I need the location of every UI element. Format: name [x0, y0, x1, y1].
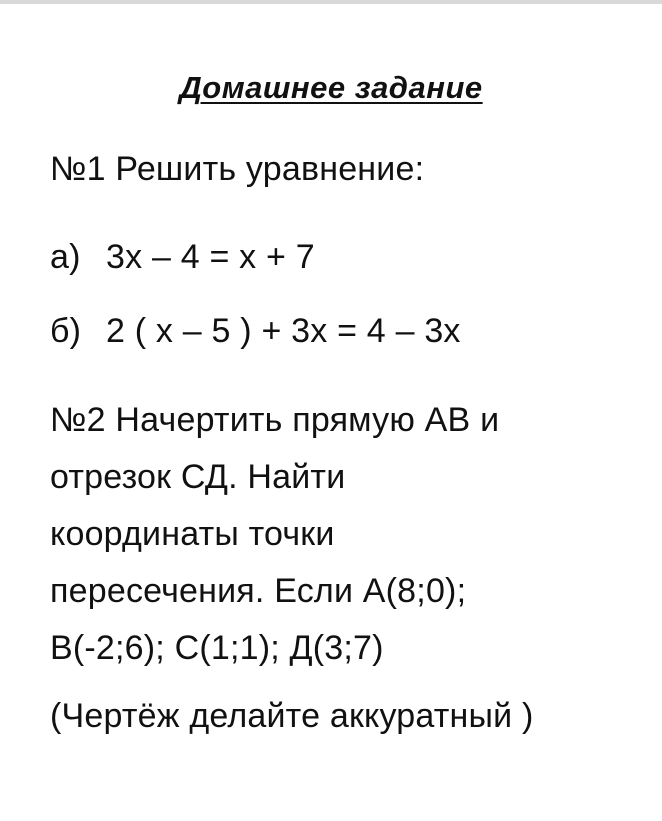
top-edge-strip: [0, 0, 662, 4]
drawing-note: (Чертёж делайте аккуратный ): [50, 697, 534, 735]
task1-item-a: [50, 238, 315, 277]
equation: 2 ( х – 5 ) + 3х = 4 – 3х: [106, 312, 461, 350]
equation: 3х – 4 = х + 7: [106, 238, 315, 276]
task2-line: отрезок СД. Найти: [50, 458, 346, 496]
task2-line: В(-2;6); С(1;1); Д(3;7): [50, 629, 384, 667]
item-label: а): [50, 238, 81, 276]
task1-heading: №1 Решить уравнение:: [50, 150, 425, 188]
task2-line: пересечения. Если А(8;0);: [50, 572, 467, 610]
task2-paragraph: [50, 392, 630, 677]
task2-line: координаты точки: [50, 515, 335, 553]
task1-item-b: [50, 312, 461, 351]
page-title: Домашнее задание: [179, 70, 483, 105]
task2-line: №2 Начертить прямую АВ и: [50, 401, 500, 439]
item-label: б): [50, 312, 82, 350]
